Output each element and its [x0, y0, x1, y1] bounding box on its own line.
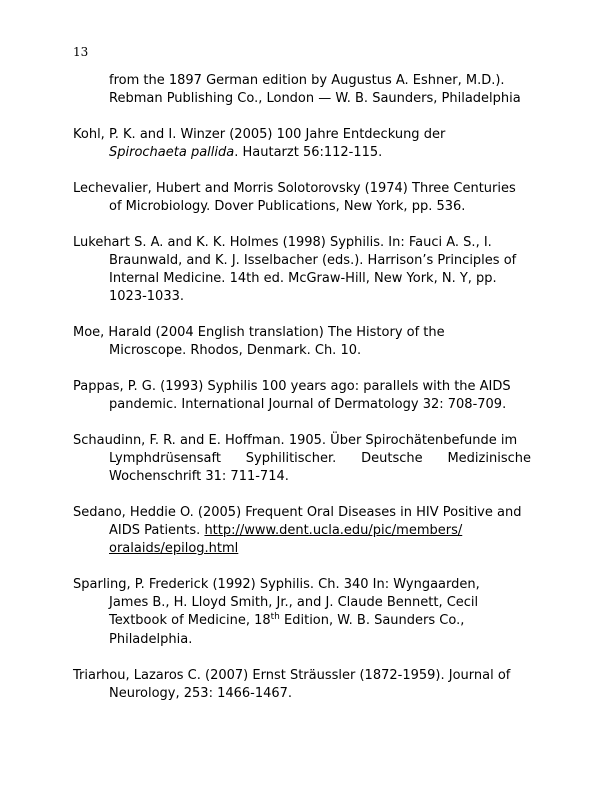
reference-text: Lukehart S. A. and K. K. Holmes (1998) Syphilis. In: Fauci A. S., I.: [73, 235, 492, 250]
reference-text: Wochenschrift 31: 711-714.: [109, 469, 289, 484]
reference-entry-kohl: [73, 126, 531, 162]
reference-line: [73, 90, 531, 108]
reference-text: Schaudinn, F. R. and E. Hoffman. 1905. Über Spirochätenbefunde im: [73, 433, 518, 448]
reference-text: Moe, Harald (2004 English translation) The History of the: [73, 325, 445, 340]
reference-line: [73, 324, 531, 342]
reference-line: [73, 631, 531, 649]
reference-entry-moe: [73, 324, 531, 360]
reference-line: [73, 468, 531, 486]
reference-text: Rebman Publishing Co., London — W. B. Saunders, Philadelphia: [109, 91, 521, 106]
reference-text: Lymphdrüsensaft Syphilitischer. Deutsche Medizinische: [109, 451, 531, 466]
reference-text: Pappas, P. G. (1993) Syphilis 100 years ago: parallels with the AIDS: [73, 379, 511, 394]
reference-text: 1023-1033.: [109, 289, 184, 304]
reference-text: . Hautarzt 56:112-115.: [234, 145, 383, 160]
reference-line: [73, 522, 531, 540]
reference-line: [73, 198, 531, 216]
reference-line: [73, 234, 531, 252]
reference-line: [73, 540, 531, 558]
reference-text: from the 1897 German edition by Augustus A. Eshner, M.D.).: [109, 73, 505, 88]
reference-line: [73, 504, 531, 522]
reference-line: [73, 667, 531, 685]
reference-text: Lechevalier, Hubert and Morris Solotorovsky (1974) Three Centuries: [73, 181, 516, 196]
reference-entry-cont: [73, 72, 531, 108]
reference-entry-pappas: [73, 378, 531, 414]
reference-text: Internal Medicine. 14th ed. McGraw-Hill, New York, N. Y, pp.: [109, 271, 497, 286]
reference-line: [73, 396, 531, 414]
reference-entry-schaudinn: [73, 432, 531, 486]
reference-text: Philadelphia.: [109, 632, 193, 647]
reference-entry-sedano: [73, 504, 531, 558]
reference-text: Edition, W. B. Saunders Co.,: [279, 613, 465, 628]
reference-line: [73, 288, 531, 306]
page-number: 13: [73, 45, 89, 59]
reference-entry-lukehart: [73, 234, 531, 306]
reference-line: [73, 594, 531, 612]
reference-text: Braunwald, and K. J. Isselbacher (eds.). Harrison’s Principles of: [109, 253, 517, 268]
reference-text: Neurology, 253: 1466-1467.: [109, 686, 293, 701]
reference-text: Sedano, Heddie O. (2005) Frequent Oral Diseases in HIV Positive and: [73, 505, 522, 520]
reference-line: [73, 72, 531, 90]
reference-text: James B., H. Lloyd Smith, Jr., and J. Claude Bennett, Cecil: [109, 595, 479, 610]
reference-line: [73, 685, 531, 703]
reference-text: Microscope. Rhodos, Denmark. Ch. 10.: [109, 343, 362, 358]
reference-line: [73, 378, 531, 396]
reference-line: [73, 612, 531, 631]
reference-text: of Microbiology. Dover Publications, New York, pp. 536.: [109, 199, 466, 214]
reference-line: [73, 180, 531, 198]
reference-text: Sparling, P. Frederick (1992) Syphilis. Ch. 340 In: Wyngaarden,: [73, 577, 480, 592]
reference-entry-triarhou: [73, 667, 531, 703]
reference-line: [73, 144, 531, 162]
reference-text: Textbook of Medicine, 18: [109, 613, 271, 628]
reference-line: [73, 270, 531, 288]
reference-line: [73, 450, 531, 468]
reference-link[interactable]: http://www.dent.ucla.edu/pic/members/: [204, 523, 463, 538]
reference-list: [73, 72, 531, 721]
reference-text: Kohl, P. K. and I. Winzer (2005) 100 Jahre Entdeckung der: [73, 127, 446, 142]
reference-line: [73, 252, 531, 270]
reference-line: [73, 576, 531, 594]
reference-text: AIDS Patients.: [109, 523, 205, 538]
reference-text: Triarhou, Lazaros C. (2007) Ernst Sträussler (1872-1959). Journal of: [73, 668, 511, 683]
superscript: th: [270, 612, 280, 622]
reference-entry-sparling: [73, 576, 531, 649]
italic-title: Spirochaeta pallida: [109, 145, 235, 160]
reference-line: [73, 432, 531, 450]
reference-entry-lechevalier: [73, 180, 531, 216]
reference-text: pandemic. International Journal of Dermatology 32: 708-709.: [109, 397, 507, 412]
reference-link[interactable]: oralaids/epilog.html: [109, 541, 239, 556]
reference-line: [73, 126, 531, 144]
reference-line: [73, 342, 531, 360]
